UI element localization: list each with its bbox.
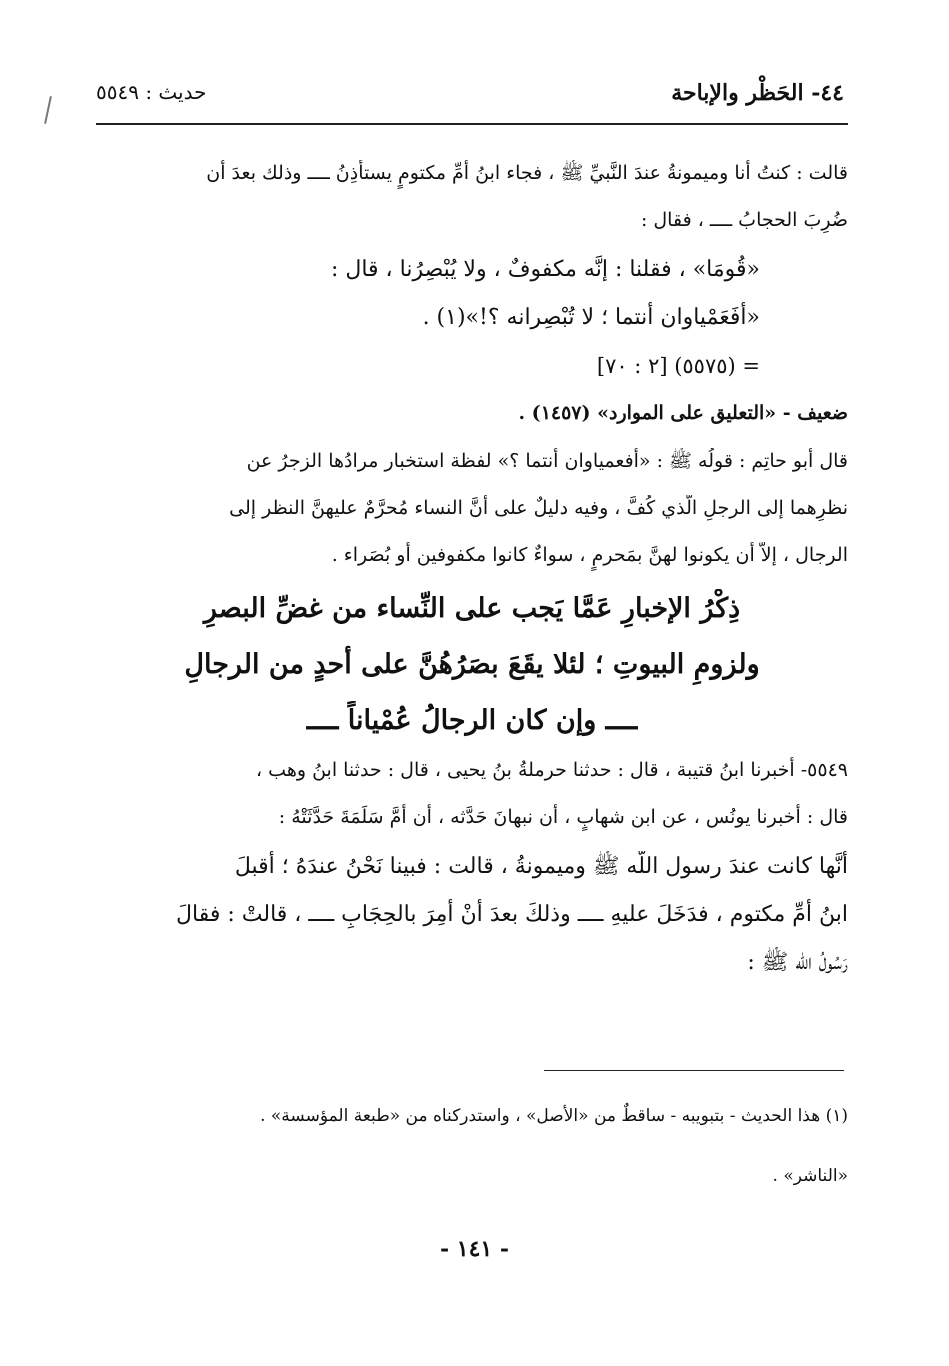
page-header — [96, 80, 844, 116]
commentary-line: الرجال ، إلاَّ أن يكونوا لهنَّ بمَحرمٍ ، سواءٌ كانوا مكفوفين أو بُصَراء . — [331, 544, 848, 566]
text-line: قالت : كنتُ أنا وميمونةُ عندَ النَّبيِّ ﷺ ، فجاء ابنُ أمِّ مكتومٍ يستأذِنُ ــــ وذلك بعدَ أن — [206, 162, 848, 184]
cross-reference: = (٥٥٧٥) [٢ : ٧٠] — [596, 354, 760, 378]
section-heading: ولزومِ البيوتِ ؛ لئلا يقَعَ بصَرُهُنَّ على أحدٍ من الرجالِ — [184, 649, 760, 680]
hadith-reference: حديث : ٥٥٤٩ — [96, 80, 207, 104]
footnote — [96, 1104, 848, 1224]
section-heading: ذِكْرُ الإخبارِ عَمَّا يَجب على النِّساء من غضِّ البصرِ — [203, 593, 741, 624]
hadith-text-line: «أفَعَمْياوان أنتما ؛ لا تُبْصِرانه ؟!»(١) . — [422, 305, 760, 330]
footnote-line: «الناشر» . — [772, 1166, 848, 1186]
isnad-line: ٥٥٤٩- أخبرنا ابنُ قتيبة ، قال : حدثنا حرملةُ بنُ يحيى ، قال : حدثنا ابنُ وهب ، — [256, 759, 848, 781]
hadith-text-line: ابنُ أُمِّ مكتوم ، فدَخَلَ عليهِ ــــ وذلكَ بعدَ أنْ أُمِرَ بالحِجَابِ ــــ ، قالتْ : فقالَ — [176, 902, 848, 927]
hadith-text-line: أنَّها كانت عندَ رسول اللّه ﷺ وميمونةُ ، قالت : فبينا نَحْنُ عندَهُ ؛ أقبلَ — [234, 854, 848, 879]
commentary-line: قال أبو حاتِم : قولُه ﷺ : «أفعمياوان أنتما ؟» لفظة استخبار مرادُها الزجرُ عن — [246, 450, 848, 472]
text-line: ضُرِبَ الحجابُ ــــ ، فقال : — [640, 209, 848, 231]
grading-line: ضعيف - «التعليق على الموارد» (١٤٥٧) . — [518, 402, 848, 424]
chapter-title: ٤٤- الحَظْر والإباحة — [671, 80, 844, 106]
hadith-text-line: «قُومَا» ، فقلنا : إنَّه مكفوفٌ ، ولا يُبْصِرُنا ، قال : — [330, 257, 760, 282]
margin-mark — [44, 96, 52, 124]
page-number: - ١٤١ - — [439, 1236, 510, 1262]
hadith-text-line: رَسُولُ اللّه ﷺ : — [747, 950, 848, 975]
header-divider — [96, 123, 848, 125]
footnote-divider — [544, 1070, 844, 1071]
isnad-line: قال : أخبرنا يونُس ، عن ابن شهابٍ ، أن نبهانَ حَدَّثه ، أن أمَّ سَلَمَةَ حَدَّثَتْهُ : — [278, 806, 848, 828]
commentary-line: نظرِهما إلى الرجلِ الَّذي كُفَّ ، وفيه دليلٌ على أنَّ النساء مُحرَّمٌ عليهنَّ النظر إلى — [229, 497, 848, 519]
main-text — [96, 160, 848, 995]
section-heading: ــــ وإن كان الرجالُ عُمْياناً ــــ — [306, 705, 638, 736]
footnote-line: (١) هذا الحديث - بتبويبه - ساقطٌ من «الأصل» ، واستدركناه من «طبعة المؤسسة» . — [260, 1106, 848, 1126]
